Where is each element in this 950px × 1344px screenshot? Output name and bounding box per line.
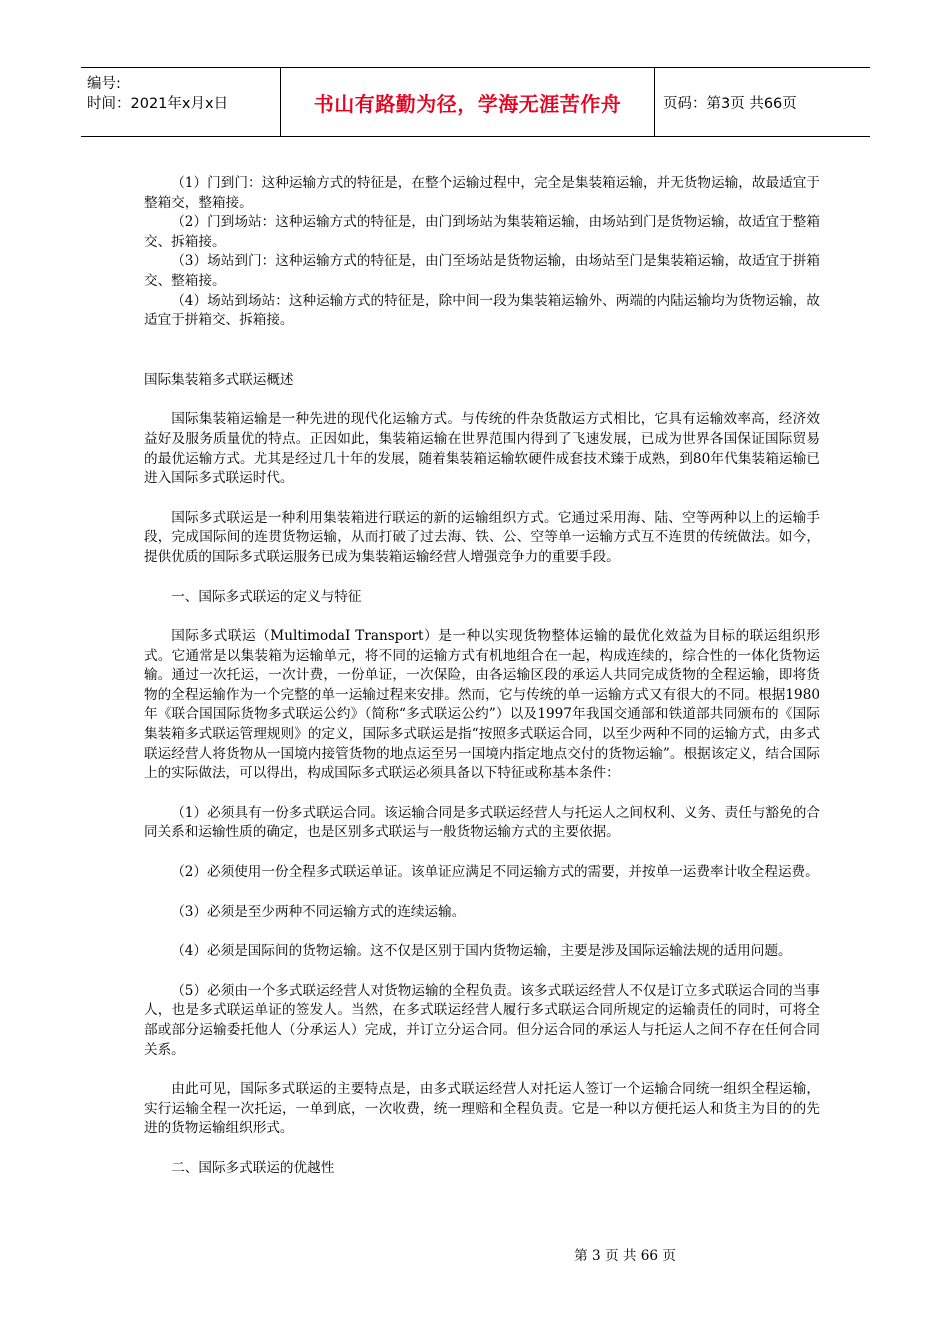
paragraph-overview-1: 国际集装箱运输是一种先进的现代化运输方式。与传统的件杂货散运方式相比，它具有运输效率高，经济效益好及服务质量优的特点。正因如此，集装箱运输在世界范围内得到了飞速发展，已成为世界各国保证国际贸易的最优运输方式。尤其是经过几十年的发展，随着集装箱运输软硬件成套技术臻于成熟，到80年代集装箱运输已进入国际多式联运时代。 [144, 411, 820, 487]
condition-2: （2）必须使用一份全程多式联运单证。该单证应满足不同运输方式的需要，并按单一运费率计收全程运费。 [171, 864, 819, 881]
header-page-label: 页码：第3页 共66页 [663, 95, 797, 112]
header-motto: 书山有路勤为径，学海无涯苦作舟 [281, 68, 655, 136]
condition-5: （5）必须由一个多式联运经营人对货物运输的全程负责。该多式联运经营人不仅是订立多式联运合同的当事人，也是多式联运单证的签发人。当然，在多式联运经营人履行多式联运合同所规定的运输责任的同时，可将全部或部分运输委托他人（分承运人）完成，并订立分运合同。但分运合同的承运人与托运人之间不存在任何合同关系。 [144, 982, 820, 1058]
section-title: 国际集装箱多式联运概述 [144, 371, 294, 388]
paragraph-station-to-door: （3）场站到门：这种运输方式的特征是，由门至场站是货物运输，由场站至门是集装箱运输，故适宜于拼箱交、整箱接。 [144, 253, 820, 289]
paragraph-summary: 由此可见，国际多式联运的主要特点是，由多式联运经营人对托运人签订一个运输合同统一组织全程运输，实行运输全程一次托运，一单到底，一次收费，统一理赔和全程负责。它是一种以方便托运人和货主为目的的先进的货物运输组织形式。 [144, 1081, 820, 1137]
paragraph-door-to-door: （1）门到门：这种运输方式的特征是，在整个运输过程中，完全是集装箱运输，并无货物运输，故最适宜于整箱交，整箱接。 [144, 175, 820, 211]
header-meta [81, 68, 281, 136]
paragraph-door-to-station: （2）门到场站：这种运输方式的特征是，由门到场站为集装箱运输，由场站到门是货物运输，故适宜于整箱交、拆箱接。 [144, 214, 820, 250]
condition-1: （1）必须具有一份多式联运合同。该运输合同是多式联运经营人与托运人之间权利、义务、责任与豁免的合同关系和运输性质的确定，也是区别多式联运与一般货物运输方式的主要依据。 [144, 804, 820, 841]
condition-4: （4）必须是国际间的货物运输。这不仅是区别于国内货物运输，主要是涉及国际运输法规的适用问题。 [171, 943, 792, 960]
page-footer: 第 3 页 共 66 页 [574, 1248, 676, 1264]
page-header [81, 67, 870, 137]
document-body [144, 174, 820, 1179]
code-label: 编号: [87, 76, 121, 92]
time-label: 时间：2021年x月x日 [87, 96, 229, 112]
heading-definition: 一、国际多式联运的定义与特征 [171, 588, 362, 605]
heading-advantages: 二、国际多式联运的优越性 [171, 1159, 335, 1176]
paragraph-definition: 国际多式联运（MultimodaI Transport）是一种以实现货物整体运输的最优化效益为目标的联运组织形式。它通常是以集装箱为运输单元，将不同的运输方式有机地组合在一起，构成连续的，综合性的一体化货物运输。通过一次托运，一次计费，一份单证，一次保险，由各运输区段的承运人共同完成货物的全程运输，即将货物的全程运输作为一个完整的单一运输过程来安排。然而，它与传统的单一运输方式又有很大的不同。根据1980年《联合国国际货物多式联运公约》（简称“多式联运公约”）以及1997年我国交通部和铁道部共同颁布的《国际集装箱多式联运管理规则》的定义，国际多式联运是指“按照多式联运合同，以至少两种不同的运输方式，由多式联运经营人将货物从一国境内接管货物的地点运至另一国境内指定地点交付的货物运输”。根据该定义，结合国际上的实际做法，可以得出，构成国际多式联运必须具备以下特征或称基本条件： [144, 628, 820, 782]
condition-3: （3）必须是至少两种不同运输方式的连续运输。 [171, 903, 466, 920]
paragraph-overview-2: 国际多式联运是一种利用集装箱进行联运的新的运输组织方式。它通过采用海、陆、空等两种以上的运输手段，完成国际间的连贯货物运输，从而打破了过去海、铁、公、空等单一运输方式互不连贯的传统做法。如今，提供优质的国际多式联运服务已成为集装箱运输经营人增强竞争力的重要手段。 [144, 509, 820, 565]
paragraph-station-to-station: （4）场站到场站：这种运输方式的特征是，除中间一段为集装箱运输外、两端的内陆运输均为货物运输，故适宜于拼箱交、拆箱接。 [144, 292, 820, 329]
